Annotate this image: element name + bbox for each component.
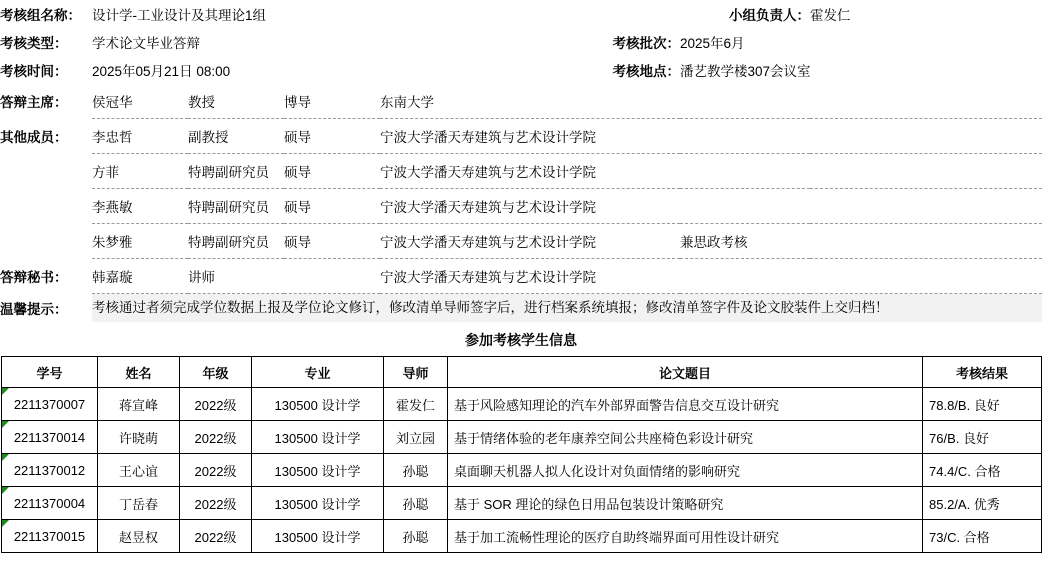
member-name: 朱梦雅 (92, 224, 188, 259)
chair-note (680, 84, 1042, 119)
row-member (0, 189, 1042, 224)
group-name-value: 设计学-工业设计及其理论1组 (92, 8, 267, 23)
secretary-name: 韩嘉璇 (92, 259, 188, 294)
secretary-label: 答辩秘书： (0, 270, 68, 285)
secretary-title: 讲师 (188, 259, 284, 294)
member-title: 特聘副研究员 (188, 189, 284, 224)
cell-major: 130500 设计学 (252, 487, 384, 520)
member-org: 宁波大学潘天寿建筑与艺术设计学院 (380, 119, 680, 154)
cell-major: 130500 设计学 (252, 421, 384, 454)
member-name: 方菲 (92, 154, 188, 189)
cell-grade: 2022级 (180, 520, 252, 553)
member-note (680, 119, 1042, 154)
chair-tutor: 博导 (284, 84, 380, 119)
cell-tutor: 孙聪 (384, 520, 448, 553)
secretary-note (680, 259, 1042, 294)
cell-grade: 2022级 (180, 388, 252, 421)
cell-student-id: 2211370004 (2, 487, 98, 520)
exam-type-label: 考核类型： (0, 36, 68, 51)
cell-tutor: 孙聪 (384, 487, 448, 520)
row-member (0, 154, 1042, 189)
col-result: 考核结果 (923, 357, 1042, 388)
leader-label: 小组负责人： (729, 8, 811, 23)
cell-grade: 2022级 (180, 421, 252, 454)
cell-thesis: 桌面聊天机器人拟人化设计对负面情绪的影响研究 (448, 454, 923, 487)
cell-result: 85.2/A. 优秀 (923, 487, 1042, 520)
exam-time-value: 2025年05月21日 08:00 (92, 64, 231, 79)
cell-tutor: 刘立园 (384, 421, 448, 454)
flag-corner-icon (2, 388, 9, 395)
students-section-title: 参加考核学生信息 (465, 332, 577, 348)
member-title: 特聘副研究员 (188, 154, 284, 189)
members-label: 其他成员： (0, 130, 68, 145)
col-name: 姓名 (98, 357, 180, 388)
tip-text: 考核通过者须完成学位数据上报及学位论文修订，修改清单导师签字后，进行档案系统填报；修改清单签字件及论文胶装件上交归档！ (92, 294, 1042, 323)
row-secretary (0, 259, 1042, 294)
member-org: 宁波大学潘天寿建筑与艺术设计学院 (380, 189, 680, 224)
row-member (0, 224, 1042, 259)
member-tutor: 硕导 (284, 224, 380, 259)
cell-thesis: 基于加工流畅性理论的医疗自助终端界面可用性设计研究 (448, 520, 923, 553)
member-note (680, 154, 1042, 189)
member-title: 副教授 (188, 119, 284, 154)
member-tutor: 硕导 (284, 154, 380, 189)
cell-student-id: 2211370015 (2, 520, 98, 553)
member-tutor: 硕导 (284, 119, 380, 154)
member-org: 宁波大学潘天寿建筑与艺术设计学院 (380, 154, 680, 189)
table-row[interactable] (2, 520, 1042, 553)
cell-tutor: 霍发仁 (384, 388, 448, 421)
flag-corner-icon (2, 487, 9, 494)
chair-org: 东南大学 (380, 84, 680, 119)
row-chair (0, 84, 1042, 119)
flag-corner-icon (2, 520, 9, 527)
batch-label: 考核批次： (612, 36, 681, 51)
cell-thesis: 基于风险感知理论的汽车外部界面警告信息交互设计研究 (448, 388, 923, 421)
table-row[interactable] (2, 421, 1042, 454)
col-thesis: 论文题目 (448, 357, 923, 388)
cell-student-id: 2211370012 (2, 454, 98, 487)
member-org: 宁波大学潘天寿建筑与艺术设计学院 (380, 224, 680, 259)
exam-type-value: 学术论文毕业答辩 (92, 36, 200, 51)
cell-grade: 2022级 (180, 487, 252, 520)
batch-value: 2025年6月 (680, 36, 745, 51)
cell-student-id: 2211370007 (2, 388, 98, 421)
member-title: 特聘副研究员 (188, 224, 284, 259)
cell-result: 76/B. 良好 (923, 421, 1042, 454)
row-exam-type (0, 28, 1042, 56)
group-name-label: 考核组名称： (0, 8, 81, 23)
table-row[interactable] (2, 454, 1042, 487)
member-spacer (0, 224, 92, 259)
col-major: 专业 (252, 357, 384, 388)
place-value: 潘艺教学楼307会议室 (680, 64, 811, 79)
chair-title: 教授 (188, 84, 284, 119)
secretary-tutor (284, 259, 380, 294)
member-spacer (0, 189, 92, 224)
tip-label: 温馨提示： (0, 301, 68, 317)
cell-student-id: 2211370014 (2, 421, 98, 454)
row-tip (0, 294, 1042, 323)
member-tutor: 硕导 (284, 189, 380, 224)
member-spacer (0, 154, 92, 189)
table-row[interactable] (2, 388, 1042, 421)
cell-name: 蒋宣峰 (98, 388, 180, 421)
member-note (680, 189, 1042, 224)
cell-thesis: 基于情绪体验的老年康养空间公共座椅色彩设计研究 (448, 421, 923, 454)
chair-name: 侯冠华 (92, 84, 188, 119)
cell-result: 73/C. 合格 (923, 520, 1042, 553)
row-exam-time (0, 56, 1042, 84)
cell-name: 丁岳春 (98, 487, 180, 520)
col-tutor: 导师 (384, 357, 448, 388)
place-label: 考核地点： (612, 64, 681, 79)
cell-major: 130500 设计学 (252, 520, 384, 553)
chair-label: 答辩主席： (0, 95, 68, 111)
col-student-id: 学号 (2, 357, 98, 388)
member-name: 李忠哲 (92, 119, 188, 154)
cell-major: 130500 设计学 (252, 454, 384, 487)
cell-result: 74.4/C. 合格 (923, 454, 1042, 487)
col-grade: 年级 (180, 357, 252, 388)
cell-name: 赵昱权 (98, 520, 180, 553)
students-table (1, 356, 1042, 553)
cell-thesis: 基于 SOR 理论的绿色日用品包装设计策略研究 (448, 487, 923, 520)
member-name: 李燕敏 (92, 189, 188, 224)
flag-corner-icon (2, 454, 9, 461)
secretary-org: 宁波大学潘天寿建筑与艺术设计学院 (380, 259, 680, 294)
table-row[interactable] (2, 487, 1042, 520)
cell-name: 王心谊 (98, 454, 180, 487)
row-group-name (0, 0, 1042, 28)
row-member (0, 119, 1042, 154)
cell-result: 78.8/B. 良好 (923, 388, 1042, 421)
cell-tutor: 孙聪 (384, 454, 448, 487)
students-table-header-row (2, 357, 1042, 388)
cell-name: 许晓萌 (98, 421, 180, 454)
cell-grade: 2022级 (180, 454, 252, 487)
cell-major: 130500 设计学 (252, 388, 384, 421)
leader-value: 霍发仁 (810, 8, 851, 23)
exam-time-label: 考核时间： (0, 64, 68, 79)
member-note: 兼思政考核 (680, 224, 1042, 259)
flag-corner-icon (2, 421, 9, 428)
